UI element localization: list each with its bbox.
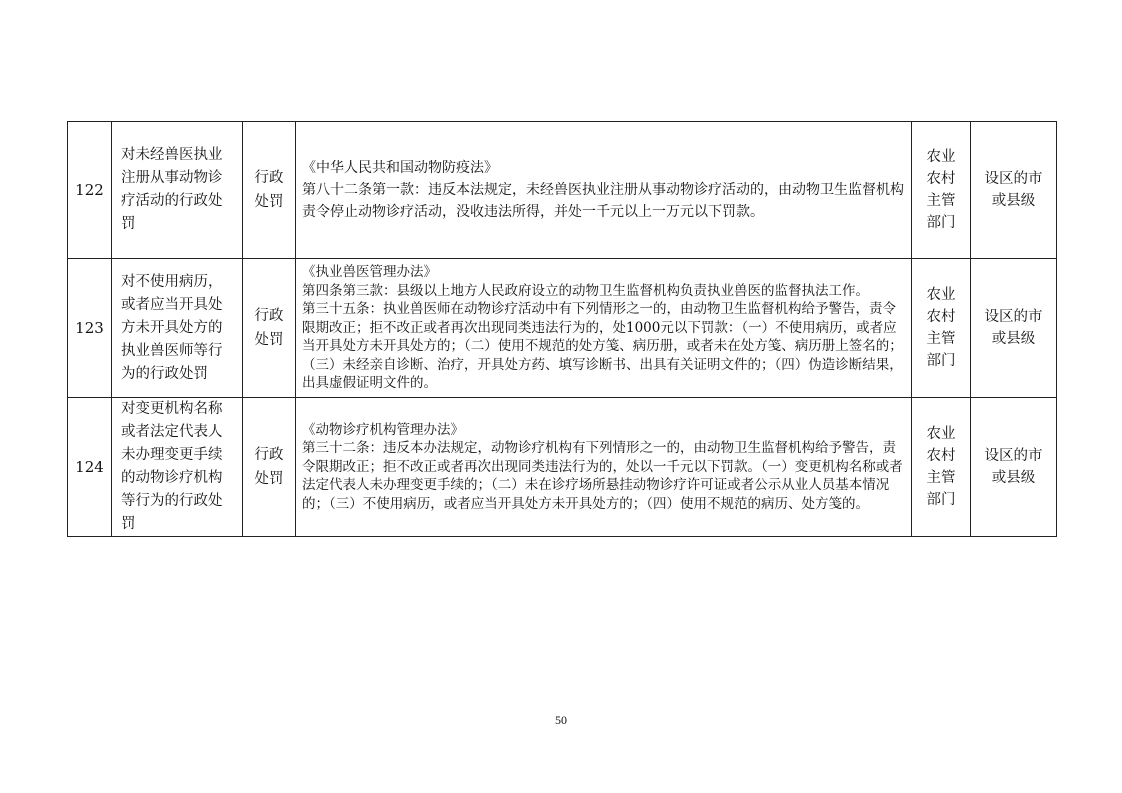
item-name: 对变更机构名称或者法定代表人未办理变更手续的动物诊疗机构等行为的行政处罚 [112,398,243,537]
basis-text: 第四条第三款：县级以上地方人民政府设立的动物卫生监督机构负责执业兽医的监督执法工作。 第三十五条：执业兽医师在动物诊疗活动中有下列情形之一的，由动物卫生监督机构给予警告，责令限期改正；拒不改正或者再次出现同类违法行为的，处1000元以下罚款：（一）不使用病历，或者应当开具处方未开具处方的；（二）使用不规范的处方笺、病历册，或者未在处方笺、病历册上签名的；（三）未经亲自诊断、治疗，开具处方药、填写诊断书、出具有关证明文件的；（四）伪造诊断结果，出具虚假证明文件的。 [302,282,903,392]
row-number: 123 [68,259,112,398]
level-text: 设区的市或县级 [984,448,1043,486]
penalty-type-text: 行政处罚 [254,170,284,210]
table-row [68,122,1057,259]
penalty-table [67,121,1057,537]
dept-text: 农业农村主管部门 [926,149,956,231]
basis-title: 《动物诊疗机构管理办法》 [302,421,464,438]
table-row [68,398,1057,537]
responsible-dept [912,398,971,537]
jurisdiction-level [971,259,1057,398]
dept-text: 农业农村主管部门 [926,426,956,508]
penalty-type-text: 行政处罚 [254,447,284,487]
row-number: 124 [68,398,112,537]
table-row [68,259,1057,398]
dept-text: 农业农村主管部门 [926,287,956,369]
jurisdiction-level [971,398,1057,537]
basis-title: 《执业兽医管理办法》 [302,264,437,281]
item-name: 对不使用病历，或者应当开具处方未开具处方的执业兽医师等行为的行政处罚 [112,259,243,398]
basis-text: 第三十二条：违反本办法规定，动物诊疗机构有下列情形之一的，由动物卫生监督机构给予警告，责令限期改正；拒不改正或者再次出现同类违法行为的，处以一千元以下罚款。（一）变更机构名称或者法定代表人未办理变更手续的；（二）未在诊疗场所悬挂动物诊疗许可证或者公示从业人员基本情况的；（三）不使用病历，或者应当开具处方未开具处方的；（四）使用不规范的病历、处方笺的。 [302,440,903,512]
page-number: 50 [555,713,567,727]
level-text: 设区的市或县级 [984,309,1043,347]
basis-title: 《中华人民共和国动物防疫法》 [302,160,498,176]
penalty-type [243,259,296,398]
penalty-type-text: 行政处罚 [254,308,284,348]
level-text: 设区的市或县级 [984,171,1043,209]
penalty-type [243,122,296,259]
legal-basis [296,398,912,537]
penalty-type [243,398,296,537]
legal-basis [296,259,912,398]
row-number: 122 [68,122,112,259]
responsible-dept [912,122,971,259]
jurisdiction-level [971,122,1057,259]
legal-basis [296,122,912,259]
responsible-dept [912,259,971,398]
basis-text: 第八十二条第一款：违反本法规定，未经兽医执业注册从事动物诊疗活动的，由动物卫生监督机构责令停止动物诊疗活动，没收违法所得，并处一千元以上一万元以下罚款。 [302,182,904,220]
item-name: 对未经兽医执业注册从事动物诊疗活动的行政处罚 [112,122,243,259]
